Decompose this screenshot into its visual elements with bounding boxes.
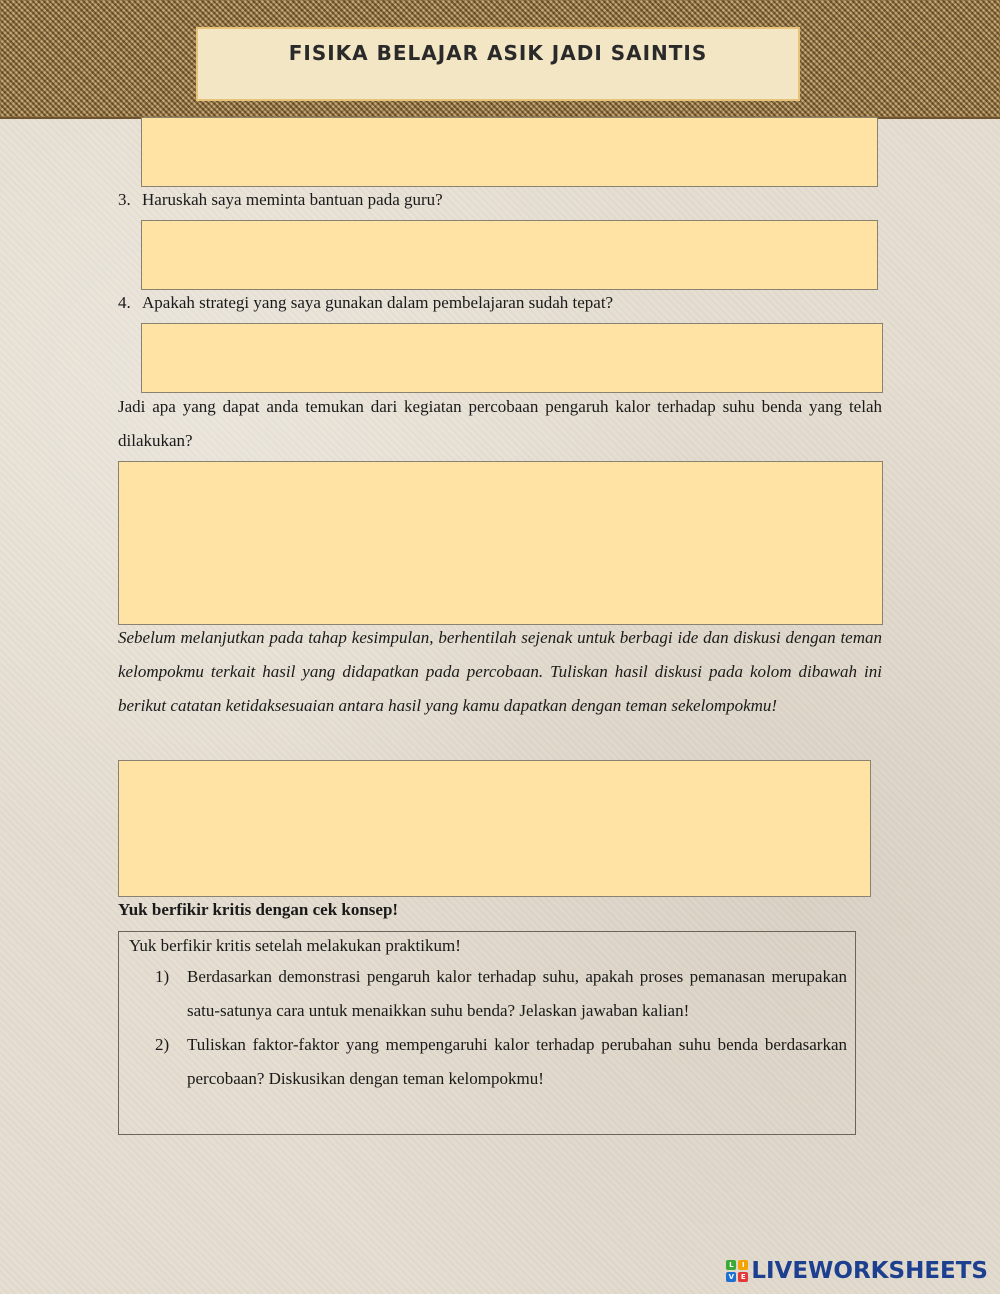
item-text: Tuliskan faktor-faktor yang mempengaruhi kalor terhadap perubahan suhu benda berdasarkan percobaan? Diskusikan dengan teman kelompokmu! xyxy=(187,1035,847,1088)
discussion-answer-box[interactable] xyxy=(118,760,871,897)
list-item xyxy=(155,1028,847,1096)
page-title: FISIKA BELAJAR ASIK JADI SAINTIS xyxy=(288,41,708,65)
question-text: Apakah strategi yang saya gunakan dalam pembelajaran sudah tepat? xyxy=(142,293,614,312)
answer-box-q3[interactable] xyxy=(141,220,878,290)
question-number: 3. xyxy=(118,190,131,209)
findings-prompt: Jadi apa yang dapat anda temukan dari kegiatan percobaan pengaruh kalor terhadap suhu benda yang telah dilakukan? xyxy=(118,397,882,450)
question-4 xyxy=(118,293,613,313)
logo-text: LIVEWORKSHEETS xyxy=(751,1258,988,1284)
logo-letter-i: I xyxy=(738,1260,748,1270)
question-3 xyxy=(118,190,443,210)
item-text: Berdasarkan demonstrasi pengaruh kalor terhadap suhu, apakah proses pemanasan merupakan satu-satunya cara untuk menaikkan suhu benda? Jelaskan jawaban kalian! xyxy=(187,967,847,1020)
logo-letter-v: V xyxy=(726,1272,736,1282)
discussion-prompt: Sebelum melanjutkan pada tahap kesimpulan, berhentilah sejenak untuk berbagi ide dan diskusi dengan teman kelompokmu terkait hasil yang didapatkan pada percobaan. Tuliskan hasil diskusi pada kolom dibawah ini berikut catatan ketidaksesuaian antara hasil yang kamu dapatkan dengan teman sekelompokmu! xyxy=(118,628,882,715)
question-number: 4. xyxy=(118,293,131,312)
list-item xyxy=(155,960,847,1028)
concept-list xyxy=(155,960,847,1096)
liveworksheets-logo[interactable] xyxy=(726,1258,988,1284)
answer-box-q2[interactable] xyxy=(141,117,878,187)
concept-intro: Yuk berfikir kritis setelah melakukan praktikum! xyxy=(129,936,461,955)
findings-answer-box[interactable] xyxy=(118,461,883,625)
title-box xyxy=(196,27,800,101)
logo-icon xyxy=(726,1260,748,1282)
logo-letter-e: E xyxy=(738,1272,748,1282)
concept-heading: Yuk berfikir kritis dengan cek konsep! xyxy=(118,900,399,919)
concept-check-box xyxy=(118,931,856,1135)
item-number: 1) xyxy=(155,967,170,986)
answer-box-q4[interactable] xyxy=(141,323,883,393)
item-number: 2) xyxy=(155,1035,170,1054)
question-text: Haruskah saya meminta bantuan pada guru? xyxy=(142,190,443,209)
logo-letter-l: L xyxy=(726,1260,736,1270)
